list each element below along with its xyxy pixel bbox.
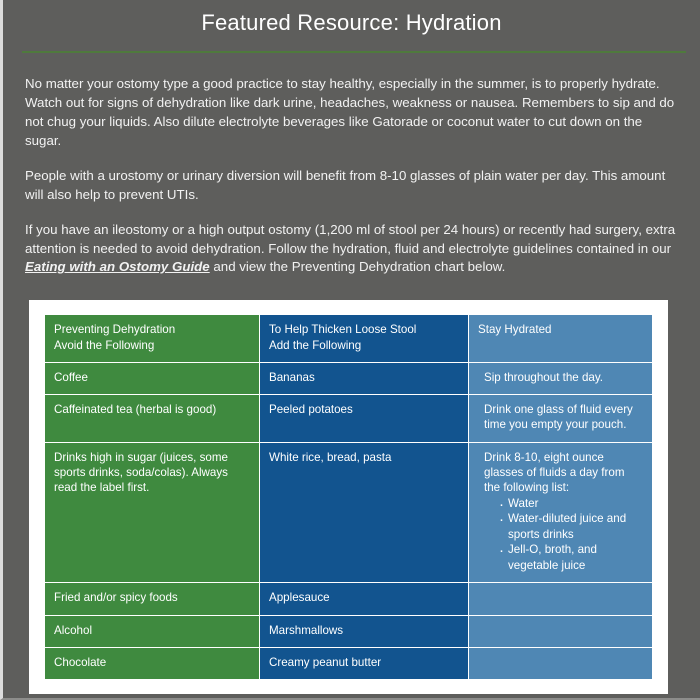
hydrate-bullet-list (478, 496, 643, 574)
cell-hydrate-text: Drink one glass of fluid every time you empty your pouch. (484, 403, 633, 432)
table-row (45, 395, 652, 442)
cell-add: White rice, bread, pasta (260, 443, 468, 583)
paragraph-1: No matter your ostomy type a good practice to stay healthy, especially in the summer, is to properly hydrate. Watch out for signs of dehydration like dark urine, headaches, weakness or nausea. Remembers to sip and do not chug your liquids. Also dilute electrolyte beverages like Gatorade or coconut water to cut down on the sugar. (25, 76, 675, 149)
cell-hydrate (469, 648, 652, 679)
cell-add: Bananas (260, 363, 468, 394)
column-header-avoid-line1: Preventing Dehydration (54, 323, 176, 337)
table-body (45, 363, 652, 679)
cell-add: Applesauce (260, 583, 468, 614)
table-header (45, 315, 652, 362)
cell-avoid: Fried and/or spicy foods (45, 583, 259, 614)
table-row (45, 363, 652, 394)
paragraph-3-text-after: and view the Preventing Dehydration chart below. (209, 259, 506, 275)
cell-avoid: Alcohol (45, 616, 259, 647)
eating-with-an-ostomy-guide-link[interactable]: Eating with an Ostomy Guide (25, 259, 210, 275)
cell-avoid: Drinks high in sugar (juices, some sports drinks, soda/colas). Always read the label first. (45, 443, 259, 583)
table-row (45, 648, 652, 679)
cell-add: Creamy peanut butter (260, 648, 468, 679)
cell-add: Peeled potatoes (260, 395, 468, 442)
list-item: · Water-diluted juice and sports drinks (508, 511, 643, 542)
table-row (45, 616, 652, 647)
preventing-dehydration-chart (29, 300, 668, 694)
cell-avoid: Caffeinated tea (herbal is good) (45, 395, 259, 442)
column-header-avoid (45, 315, 259, 362)
table-header-row (45, 315, 652, 362)
paragraph-3-text-before: If you have an ileostomy or a high output ostomy (1,200 ml of stool per 24 hours) or recently had surgery, extra attention is needed to avoid dehydration. Follow the hydration, fluid and electrolyte guidelines contained in our (25, 221, 676, 256)
cell-hydrate (469, 443, 652, 583)
column-header-add-line1: To Help Thicken Loose Stool (269, 323, 417, 337)
dehydration-table (44, 314, 653, 680)
page-header (3, 0, 700, 53)
cell-hydrate-text: Sip throughout the day. (484, 370, 604, 384)
column-header-avoid-line2: Avoid the Following (54, 338, 155, 352)
table-row (45, 583, 652, 614)
paragraph-2: People with a urostomy or urinary diversion will benefit from 8-10 glasses of plain water per day. This amount will also help to prevent UTIs. (25, 167, 666, 202)
cell-hydrate-text: Drink 8-10, eight ounce glasses of fluids a day from the following list: (484, 450, 625, 495)
table-row (45, 443, 652, 583)
cell-avoid: Chocolate (45, 648, 259, 679)
list-item: · Jell-O, broth, and vegetable juice (508, 542, 643, 573)
cell-hydrate (469, 395, 652, 442)
cell-add: Marshmallows (260, 616, 468, 647)
cell-avoid: Coffee (45, 363, 259, 394)
cell-hydrate (469, 616, 652, 647)
page-title: Featured Resource: Hydration (201, 10, 502, 35)
cell-hydrate (469, 583, 652, 614)
column-header-add (260, 315, 468, 362)
cell-hydrate (469, 363, 652, 394)
column-header-hydrate (469, 315, 652, 362)
column-header-add-line2: Add the Following (269, 338, 362, 352)
list-item: · Water (508, 496, 643, 512)
article-body (3, 53, 700, 277)
paragraph-3 (25, 221, 678, 278)
column-header-hydrate-line1: Stay Hydrated (478, 323, 552, 337)
